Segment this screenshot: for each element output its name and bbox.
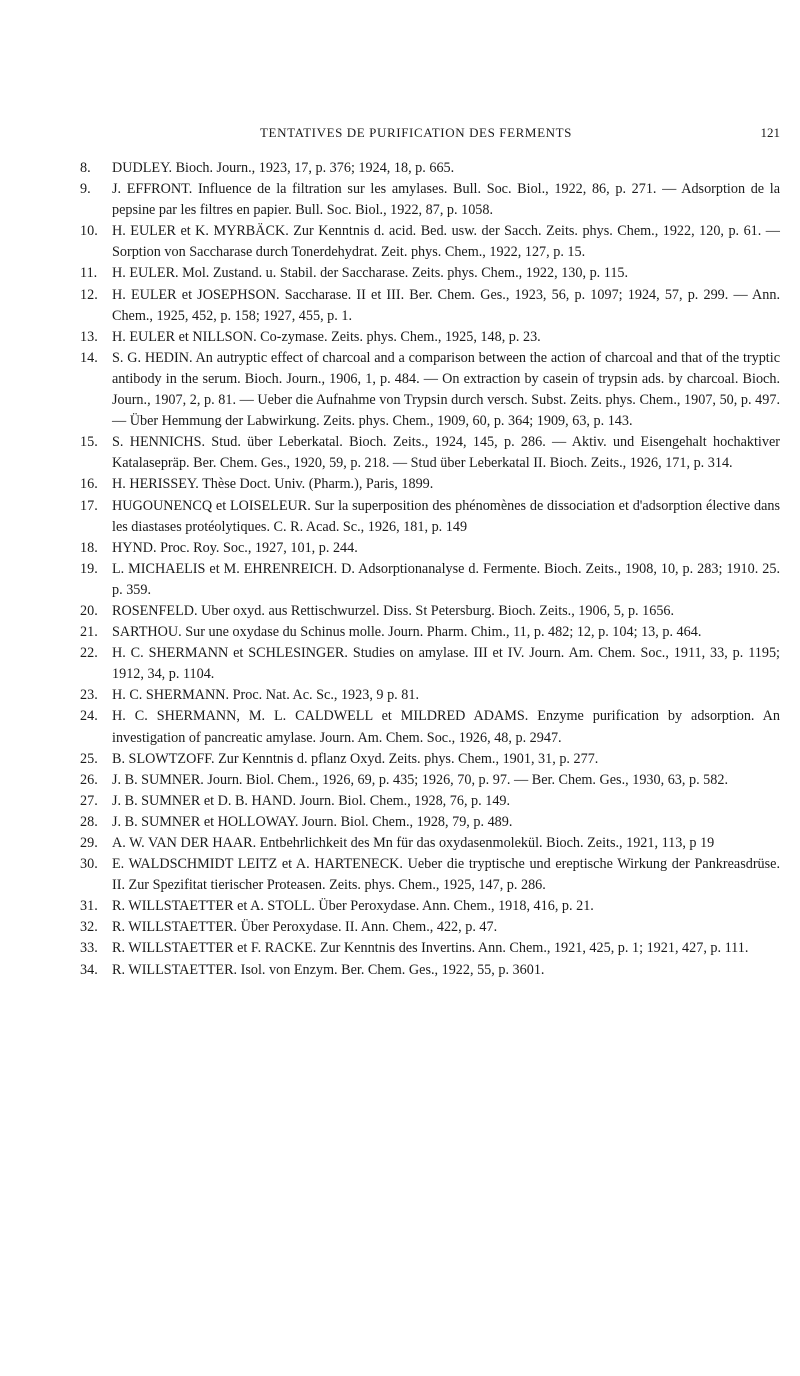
reference-item <box>80 812 780 833</box>
reference-number: 14. <box>80 349 98 366</box>
reference-text: HUGOUNENCQ et LOISELEUR. Sur la superposition des phénomènes de dissociation et d'adsorption élective dans les diastases protéolytiques. C. R. Acad. Sc., 1926, 181, p. 149 <box>112 497 780 535</box>
reference-text: J. B. SUMNER et HOLLOWAY. Journ. Biol. Chem., 1928, 79, p. 489. <box>112 813 513 830</box>
reference-number: 21. <box>80 624 98 641</box>
reference-number: 11. <box>80 265 98 282</box>
reference-number: 31. <box>80 898 98 915</box>
reference-number: 17. <box>80 497 98 514</box>
reference-text: B. SLOWTZOFF. Zur Kenntnis d. pflanz Oxyd. Zeits. phys. Chem., 1901, 31, p. 277. <box>112 750 599 767</box>
reference-number: 23. <box>80 687 98 704</box>
reference-item <box>80 348 780 432</box>
reference-number: 27. <box>80 792 98 809</box>
reference-number: 16. <box>80 476 98 493</box>
reference-number: 10. <box>80 223 98 240</box>
reference-text: H. EULER et K. MYRBÄCK. Zur Kenntnis d. acid. Bed. usw. der Sacch. Zeits. phys. Chem., 1922, 120, p. 61. — Sorption von Saccharase durch Tonerdehydrat. Zeit. phys. Chem., 1922, 127, p. 15. <box>112 223 780 261</box>
reference-number: 34. <box>80 961 98 978</box>
reference-text: ROSENFELD. Uber oxyd. aus Rettischwurzel. Diss. St Petersburg. Bioch. Zeits., 1906, 5, p. 1656. <box>112 602 675 619</box>
reference-list <box>80 158 780 981</box>
reference-number: 20. <box>80 602 98 619</box>
reference-item <box>80 559 780 601</box>
reference-item <box>80 938 780 959</box>
reference-text: H. C. SHERMANN et SCHLESINGER. Studies on amylase. III et IV. Journ. Am. Chem. Soc., 1911, 33, p. 1195; 1912, 34, p. 1104. <box>112 645 780 683</box>
page-number: 121 <box>760 125 780 140</box>
reference-number: 24. <box>80 708 98 725</box>
reference-item <box>80 685 780 706</box>
reference-item <box>80 601 780 622</box>
reference-number: 25. <box>80 750 98 767</box>
running-title: TENTATIVES DE PURIFICATION DES FERMENTS <box>260 125 572 140</box>
reference-text: HYND. Proc. Roy. Soc., 1927, 101, p. 244. <box>112 539 358 556</box>
reference-text: H. HERISSEY. Thèse Doct. Univ. (Pharm.), Paris, 1899. <box>112 476 434 493</box>
reference-item <box>80 749 780 770</box>
reference-text: S. G. HEDIN. An autryptic effect of charcoal and a comparison between the action of charcoal and that of the tryptic antibody in the serum. Bioch. Journ., 1906, 1, p. 484. — On extraction by casein of trypsin ads. by charcoal. Bioch. Journ., 1907, 2, p. 81. — Ueber die Aufnahme von Trypsin durch versch. Subst. Zeits. phys. Chem., 1907, 50, p. 497. — Über Hemmung der Labwirkung. Zeits. phys. Chem., 1909, 60, p. 364; 1909, 63, p. 143. <box>112 349 780 430</box>
reference-text: H. EULER. Mol. Zustand. u. Stabil. der Saccharase. Zeits. phys. Chem., 1922, 130, p. 115. <box>112 265 629 282</box>
reference-item <box>80 474 780 495</box>
reference-number: 29. <box>80 835 98 851</box>
reference-text: SARTHOU. Sur une oxydase du Schinus molle. Journ. Pharm. Chim., 11, p. 482; 12, p. 104; 13, p. 464. <box>112 624 702 641</box>
reference-text: H. EULER et NILLSON. Co-zymase. Zeits. phys. Chem., 1925, 148, p. 23. <box>112 328 541 345</box>
reference-item <box>80 960 780 981</box>
reference-number: 32. <box>80 919 98 936</box>
reference-item <box>80 263 780 284</box>
reference-item <box>80 770 780 791</box>
reference-text: S. HENNICHS. Stud. über Leberkatal. Bioch. Zeits., 1924, 145, p. 286. — Aktiv. und Eisengehalt hochaktiver Katalasepräp. Ber. Chem. Ges., 1920, 59, p. 218. — Stud über Leberkatal II. Bioch. Zeits., 1926, 171, p. 314. <box>112 434 780 472</box>
reference-text: L. MICHAELIS et M. EHRENREICH. D. Adsorptionanalyse d. Fermente. Bioch. Zeits., 1908, 10, p. 283; 1910. 25. p. 359. <box>112 560 780 598</box>
reference-number: 9. <box>80 181 91 198</box>
reference-item <box>80 854 780 896</box>
reference-item <box>80 221 780 263</box>
reference-item <box>80 538 780 559</box>
reference-item <box>80 432 780 474</box>
reference-text: J. EFFRONT. Influence de la filtration sur les amylases. Bull. Soc. Biol., 1922, 86, p. 271. — Adsorption de la pepsine par les filtres en papier. Bull. Soc. Biol., 1922, 87, p. 1058. <box>112 181 780 219</box>
reference-text: DUDLEY. Bioch. Journ., 1923, 17, p. 376; 1924, 18, p. 665. <box>112 160 455 176</box>
reference-item <box>80 179 780 221</box>
reference-text: A. W. VAN DER HAAR. Entbehrlichkeit des Mn für das oxydasenmolekül. Bioch. Zeits., 1921, 113, p 19 <box>112 835 715 851</box>
reference-number: 33. <box>80 940 98 957</box>
reference-number: 12. <box>80 286 98 303</box>
reference-number: 15. <box>80 434 98 451</box>
reference-text: R. WILLSTAETTER. Isol. von Enzym. Ber. Chem. Ges., 1922, 55, p. 3601. <box>112 961 545 978</box>
reference-text: H. C. SHERMANN. Proc. Nat. Ac. Sc., 1923, 9 p. 81. <box>112 687 419 704</box>
reference-item <box>80 327 780 348</box>
reference-text: H. EULER et JOSEPHSON. Saccharase. II et III. Ber. Chem. Ges., 1923, 56, p. 1097; 1924, 57, p. 299. — Ann. Chem., 1925, 452, p. 158; 1927, 455, p. 1. <box>112 286 780 324</box>
reference-number: 28. <box>80 813 98 830</box>
reference-item <box>80 622 780 643</box>
reference-text: E. WALDSCHMIDT LEITZ et A. HARTENECK. Ueber die tryptische und ereptische Wirkung der Pankreasdrüse. II. Zur Spezifitat tierischer Proteasen. Zeits. phys. Chem., 1925, 147, p. 286. <box>112 856 780 894</box>
reference-item <box>80 833 780 854</box>
reference-item <box>80 917 780 938</box>
reference-number: 8. <box>80 160 91 176</box>
reference-item <box>80 706 780 748</box>
reference-number: 30. <box>80 856 98 873</box>
reference-text: R. WILLSTAETTER et A. STOLL. Über Peroxydase. Ann. Chem., 1918, 416, p. 21. <box>112 898 594 915</box>
reference-number: 22. <box>80 645 98 662</box>
reference-item <box>80 791 780 812</box>
reference-item <box>80 643 780 685</box>
reference-text: J. B. SUMNER. Journ. Biol. Chem., 1926, 69, p. 435; 1926, 70, p. 97. — Ber. Chem. Ges., 1930, 63, p. 582. <box>112 771 728 788</box>
reference-item <box>80 496 780 538</box>
reference-text: R. WILLSTAETTER et F. RACKE. Zur Kenntnis des Invertins. Ann. Chem., 1921, 425, p. 1; 1921, 427, p. 111. <box>112 940 749 957</box>
reference-text: H. C. SHERMANN, M. L. CALDWELL et MILDRED ADAMS. Enzyme purification by adsorption. An investigation of pancreatic amylase. Journ. Am. Chem. Soc., 1926, 48, p. 2947. <box>112 708 780 746</box>
reference-item <box>80 896 780 917</box>
page-header <box>80 125 780 145</box>
reference-number: 26. <box>80 771 98 788</box>
reference-number: 18. <box>80 539 98 556</box>
reference-text: R. WILLSTAETTER. Über Peroxydase. II. Ann. Chem., 422, p. 47. <box>112 919 498 936</box>
reference-number: 13. <box>80 328 98 345</box>
reference-item <box>80 158 780 179</box>
reference-text: J. B. SUMNER et D. B. HAND. Journ. Biol. Chem., 1928, 76, p. 149. <box>112 792 511 809</box>
reference-number: 19. <box>80 560 98 577</box>
reference-item <box>80 285 780 327</box>
